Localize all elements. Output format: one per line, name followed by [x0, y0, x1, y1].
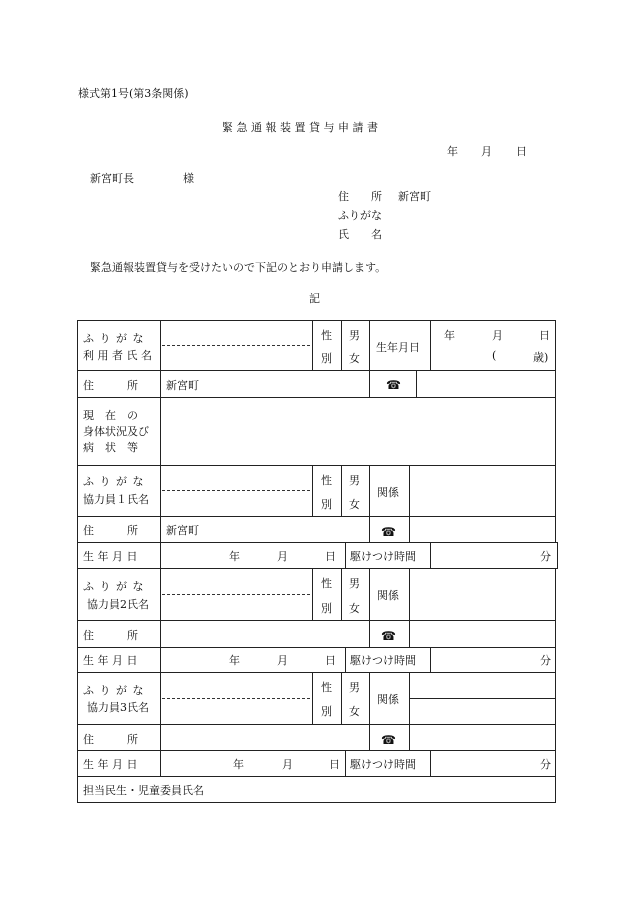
- helper2-sex-sei: 性: [321, 577, 332, 590]
- phone-icon: ☎: [381, 733, 396, 747]
- condition-label-line1: 現 在 の: [83, 409, 138, 422]
- helper2-rush-time-label: 駆けつけ時間: [350, 654, 416, 667]
- helper3-male-option[interactable]: 男: [349, 681, 360, 694]
- helper2-furigana-label: ふ り が な: [83, 580, 145, 593]
- helper2-name-label: 協力員2氏名: [87, 598, 149, 611]
- helper2-birth-month: 月: [277, 654, 288, 667]
- form-number: 様式第1号(第3条関係): [78, 87, 189, 100]
- helper1-rush-time-label: 駆けつけ時間: [350, 550, 416, 563]
- user-birthdate-label: 生年月日: [376, 341, 420, 354]
- date-year-label: 年: [447, 145, 458, 158]
- helper2-sex-betsu: 別: [321, 602, 332, 615]
- helper3-name-label: 協力員3氏名: [87, 701, 149, 714]
- phone-icon: ☎: [386, 378, 401, 392]
- helper3-minutes: 分: [540, 758, 551, 771]
- user-age-close: 歳): [533, 351, 549, 364]
- addressee: 新宮町長: [90, 172, 134, 185]
- helper3-rush-time-label: 駆けつけ時間: [350, 758, 416, 771]
- helper1-address-value[interactable]: 新宮町: [166, 524, 199, 537]
- user-age-open: (: [492, 349, 497, 362]
- helper3-sex-betsu: 別: [321, 705, 332, 718]
- helper3-female-option[interactable]: 女: [349, 705, 360, 718]
- helper1-birth-label: 生 年 月 日: [83, 550, 138, 563]
- user-birth-month: 月: [492, 329, 503, 342]
- helper1-relation-label: 関係: [377, 486, 399, 499]
- helper2-address-label: 住 所: [83, 629, 138, 642]
- page-title: 緊 急 通 報 装 置 貸 与 申 請 書: [222, 121, 378, 134]
- helper2-birth-label: 生 年 月 日: [83, 654, 138, 667]
- helper1-name-label: 協力員１氏名: [83, 493, 149, 506]
- user-sex-sei: 性: [321, 329, 332, 342]
- helper1-male-option[interactable]: 男: [349, 474, 360, 487]
- user-birth-day: 日: [539, 329, 550, 342]
- helper1-birth-year: 年: [229, 550, 240, 563]
- phone-icon: ☎: [381, 525, 396, 539]
- user-female-option[interactable]: 女: [349, 352, 360, 365]
- helper2-relation-label: 関係: [377, 589, 399, 602]
- condition-label-line2: 身体状況及び: [83, 425, 149, 438]
- user-name-label: 利 用 者 氏 名: [83, 349, 152, 362]
- helper3-sex-sei: 性: [321, 681, 332, 694]
- applicant-address-label: 住 所: [338, 190, 382, 203]
- condition-label-line3: 病 状 等: [83, 441, 138, 454]
- helper3-address-label: 住 所: [83, 733, 138, 746]
- helper2-minutes: 分: [540, 654, 551, 667]
- user-furigana-label: ふ り が な: [83, 332, 145, 345]
- helper3-birth-day: 日: [329, 758, 340, 771]
- applicant-address-value: 新宮町: [398, 190, 431, 203]
- user-address-value[interactable]: 新宮町: [166, 379, 199, 392]
- helper3-birth-label: 生 年 月 日: [83, 758, 138, 771]
- helper2-female-option[interactable]: 女: [349, 602, 360, 615]
- user-male-option[interactable]: 男: [349, 329, 360, 342]
- helper2-birth-year: 年: [229, 654, 240, 667]
- applicant-furigana-label: ふりがな: [338, 209, 382, 222]
- helper1-female-option[interactable]: 女: [349, 498, 360, 511]
- user-birth-year: 年: [444, 329, 455, 342]
- helper2-birth-day: 日: [325, 654, 336, 667]
- statement: 緊急通報装置貸与を受けたいので下記のとおり申請します。: [90, 261, 387, 274]
- date-day-label: 日: [516, 145, 527, 158]
- helper3-relation-label: 関係: [377, 693, 399, 706]
- helper1-birth-month: 月: [277, 550, 288, 563]
- honorific: 様: [183, 172, 194, 185]
- helper1-minutes: 分: [540, 550, 551, 563]
- user-sex-betsu: 別: [321, 352, 332, 365]
- helper1-sex-betsu: 別: [321, 498, 332, 511]
- helper1-sex-sei: 性: [321, 474, 332, 487]
- welfare-officer-label: 担当民生・児童委員氏名: [83, 784, 204, 797]
- helper3-furigana-label: ふ り が な: [83, 684, 145, 697]
- phone-icon: ☎: [381, 629, 396, 643]
- helper3-birth-month: 月: [282, 758, 293, 771]
- helper2-male-option[interactable]: 男: [349, 577, 360, 590]
- applicant-name-label: 氏 名: [338, 228, 382, 241]
- user-address-label: 住 所: [83, 379, 138, 392]
- helper3-birth-year: 年: [233, 758, 244, 771]
- helper1-birth-day: 日: [325, 550, 336, 563]
- helper1-furigana-label: ふ り が な: [83, 475, 145, 488]
- date-month-label: 月: [481, 145, 492, 158]
- ki-label: 記: [309, 292, 320, 305]
- helper1-address-label: 住 所: [83, 524, 138, 537]
